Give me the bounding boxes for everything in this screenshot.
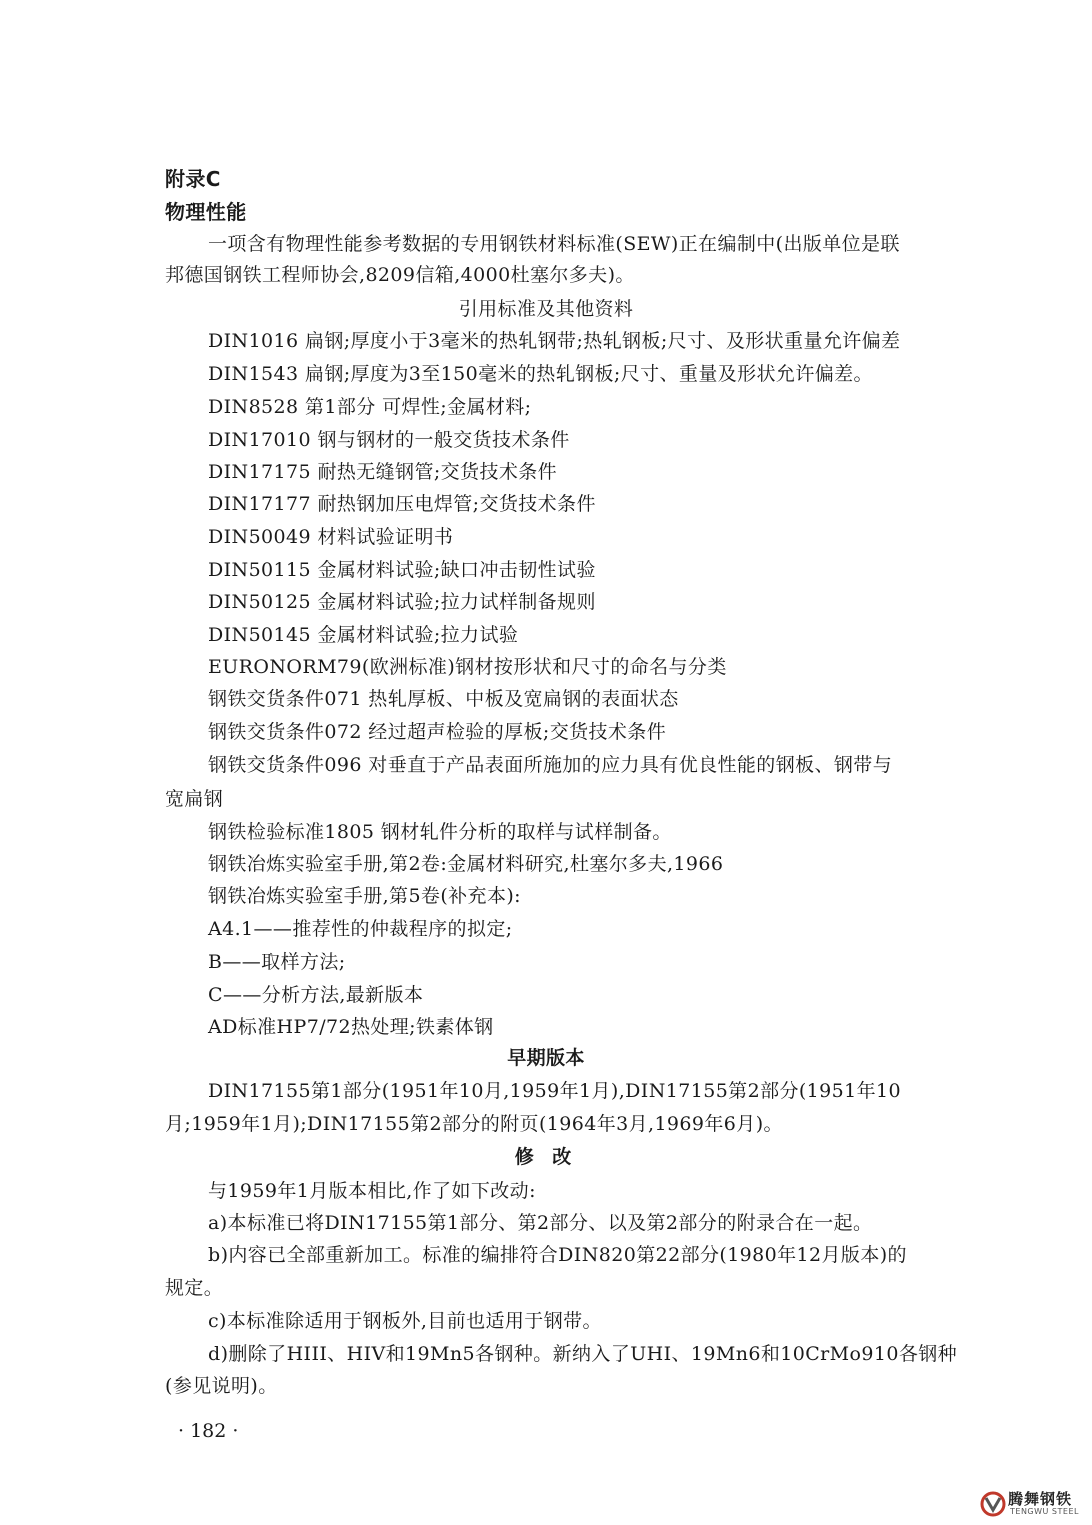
section-heading: 物理性能 [165, 200, 247, 224]
reference-item: 钢铁交货条件096 对垂直于产品表面所施加的应力具有优良性能的钢板、钢带与 [208, 754, 893, 776]
earlier-editions-line: DIN17155第1部分(1951年10月,1959年1月),DIN17155第2部分(1951年10 [208, 1080, 902, 1102]
changes-line: b)内容已全部重新加工。标准的编排符合DIN820第22部分(1980年12月版本)的 [208, 1244, 907, 1266]
reference-item: 钢铁交货条件072 经过超声检验的厚板;交货技术条件 [208, 721, 667, 743]
reference-item: 宽扁钢 [165, 788, 224, 810]
references-heading: 引用标准及其他资料 [458, 298, 634, 320]
changes-line: c)本标准除适用于钢板外,目前也适用于钢带。 [208, 1310, 602, 1332]
intro-line: 邦德国钢铁工程师协会,8209信箱,4000杜塞尔多夫)。 [165, 264, 635, 286]
changes-line: 规定。 [165, 1277, 224, 1299]
earlier-editions-heading: 早期版本 [507, 1047, 585, 1069]
reference-item: 钢铁冶炼实验室手册,第2卷:金属材料研究,杜塞尔多夫,1966 [208, 853, 724, 875]
reference-item: C——分析方法,最新版本 [208, 984, 424, 1006]
changes-line: a)本标准已将DIN17155第1部分、第2部分、以及第2部分的附录合在一起。 [208, 1212, 873, 1234]
reference-item: 钢铁交货条件071 热轧厚板、中板及宽扁钢的表面状态 [208, 688, 679, 710]
reference-item: 钢铁冶炼实验室手册,第5卷(补充本): [208, 885, 521, 907]
reference-item: DIN50115 金属材料试验;缺口冲击韧性试验 [208, 559, 596, 581]
reference-item: EURONORM79(欧洲标准)钢材按形状和尺寸的命名与分类 [208, 656, 727, 678]
reference-item: DIN8528 第1部分 可焊性;金属材料; [208, 396, 532, 418]
reference-item: DIN17175 耐热无缝钢管;交货技术条件 [208, 461, 558, 483]
earlier-editions-line: 月;1959年1月);DIN17155第2部分的附页(1964年3月,1969年6月)。 [165, 1113, 783, 1135]
changes-line: 与1959年1月版本相比,作了如下改动: [208, 1180, 536, 1202]
reference-item: DIN1543 扁钢;厚度为3至150毫米的热轧钢板;尺寸、重量及形状允许偏差。 [208, 363, 873, 385]
brand-logo [980, 1488, 1086, 1520]
reference-item: 钢铁检验标准1805 钢材轧件分析的取样与试样制备。 [208, 821, 672, 843]
reference-item: DIN50125 金属材料试验;拉力试样制备规则 [208, 591, 596, 613]
changes-heading: 修 改 [514, 1146, 578, 1168]
reference-item: DIN1016 扁钢;厚度小于3毫米的热轧钢带;热轧钢板;尺寸、及形状重量允许偏差 [208, 330, 901, 352]
reference-item: A4.1——推荐性的仲裁程序的拟定; [208, 918, 513, 940]
reference-item: DIN17177 耐热钢加压电焊管;交货技术条件 [208, 493, 596, 515]
logo-mark-icon [980, 1490, 1006, 1518]
changes-line: (参见说明)。 [165, 1375, 278, 1397]
page-number: · 182 · [178, 1420, 239, 1442]
reference-item: DIN17010 钢与钢材的一般交货技术条件 [208, 429, 570, 451]
logo-chinese-text: 腾舞钢铁 [1008, 1490, 1073, 1508]
reference-item: DIN50049 材料试验证明书 [208, 526, 454, 548]
appendix-title: 附录C [165, 167, 221, 191]
logo-english-text: TENGWU STEEL [1010, 1507, 1079, 1516]
reference-item: DIN50145 金属材料试验;拉力试验 [208, 624, 519, 646]
reference-item: B——取样方法; [208, 951, 346, 973]
intro-line: 一项含有物理性能参考数据的专用钢铁材料标准(SEW)正在编制中(出版单位是联 [208, 233, 900, 255]
reference-item: AD标准HP7/72热处理;铁素体钢 [208, 1016, 494, 1038]
changes-line: d)删除了HIII、HIV和19Mn5各钢种。新纳入了UHI、19Mn6和10CrMo910各钢种 [208, 1343, 958, 1365]
